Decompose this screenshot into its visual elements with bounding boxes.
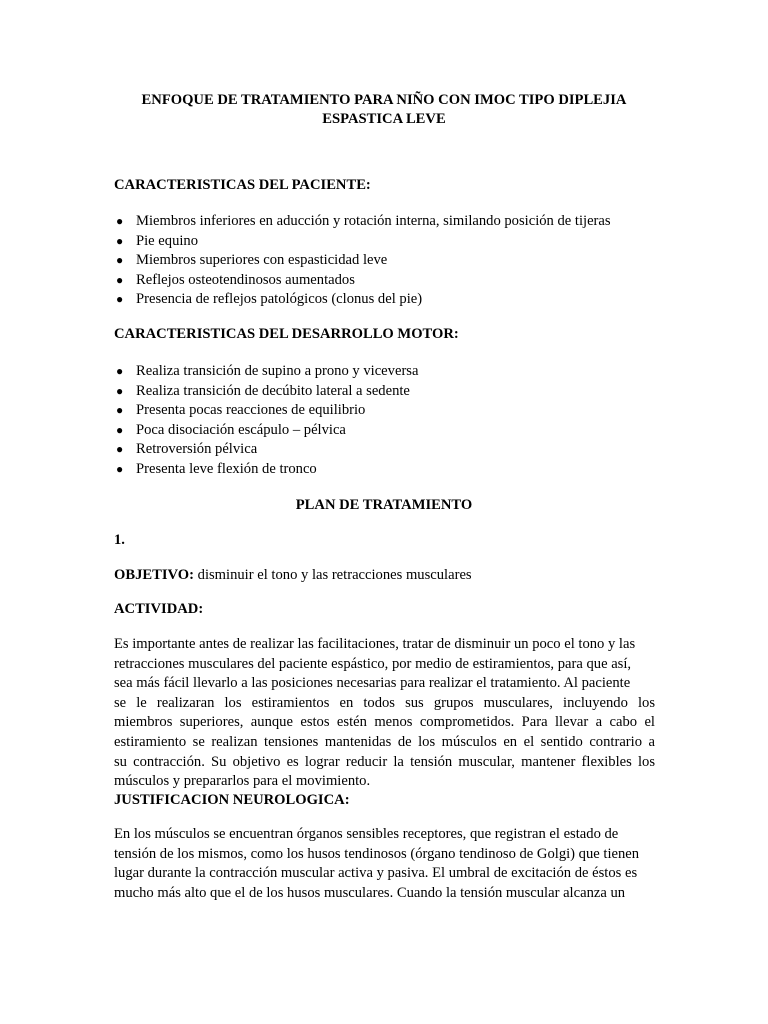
actividad-heading: ACTIVIDAD:	[114, 601, 204, 617]
title-line-2: ESPASTICA LEVE	[322, 111, 446, 127]
bullet-icon: ●	[116, 272, 124, 287]
actividad-paragraph	[114, 635, 655, 792]
document-title	[115, 91, 653, 129]
list-desarrollo-motor	[114, 362, 418, 480]
bullet-icon: ●	[116, 233, 124, 248]
list-item: ● Presencia de reflejos patológicos (clonus del pie)	[114, 290, 611, 310]
bullet-icon: ●	[116, 403, 124, 418]
paragraph-line: su contracción. Su objetivo es lograr reducir la tensión muscular, mantener flexibles los	[114, 753, 655, 770]
paragraph-line: músculos y prepararlos para el movimiento.	[114, 773, 371, 790]
objetivo-line	[114, 566, 472, 586]
list-item: ● Presenta pocas reacciones de equilibrio	[114, 401, 418, 421]
paragraph-line: retracciones musculares del paciente espástico, por medio de estiramientos, para que así,	[114, 655, 632, 672]
list-item: ● Pie equino	[114, 232, 611, 252]
paragraph-line: tensión de los mismos, como los husos tendinosos (órgano tendinoso de Golgi) que tienen	[114, 845, 640, 862]
list-item: ● Presenta leve flexión de tronco	[114, 460, 418, 480]
list-item: ● Realiza transición de decúbito lateral a sedente	[114, 382, 418, 402]
paragraph-line: mucho más alto que el de los husos musculares. Cuando la tensión muscular alcanza un	[114, 884, 626, 901]
list-item: ● Reflejos osteotendinosos aumentados	[114, 271, 611, 291]
bullet-icon: ●	[116, 292, 124, 307]
bullet-icon: ●	[116, 383, 124, 398]
plan-heading: PLAN DE TRATAMIENTO	[295, 497, 473, 513]
justificacion-heading: JUSTIFICACION NEUROLOGICA:	[114, 792, 350, 808]
paragraph-line: miembros superiores, aunque estos estén menos comprometidos. Para llevar a cabo el	[114, 714, 655, 731]
list-item: ● Retroversión pélvica	[114, 440, 418, 460]
paragraph-line: se le realizaran los estiramientos en todos sus grupos musculares, incluyendo los	[114, 694, 655, 711]
bullet-icon: ●	[116, 442, 124, 457]
paragraph-line: Es importante antes de realizar las facilitaciones, tratar de disminuir un poco el tono y las	[114, 636, 636, 652]
paragraph-line: estiramiento se realizan tensiones mantenidas de los músculos en el sentido contrario a	[114, 733, 655, 750]
objetivo-text: disminuir el tono y las retracciones musculares	[194, 567, 472, 583]
bullet-icon: ●	[116, 253, 124, 268]
justificacion-paragraph	[114, 825, 655, 903]
paragraph-line: lugar durante la contracción muscular activa y pasiva. El umbral de excitación de éstos es	[114, 865, 638, 882]
bullet-icon: ●	[116, 214, 124, 228]
list-caracteristicas-paciente	[114, 212, 611, 310]
step-number: 1.	[114, 532, 125, 548]
bullet-icon: ●	[116, 422, 124, 437]
list-item: ● Realiza transición de supino a prono y viceversa	[114, 362, 418, 382]
paragraph-line: En los músculos se encuentran órganos sensibles receptores, que registran el estado de	[114, 826, 619, 842]
list-item: ● Miembros superiores con espasticidad leve	[114, 251, 611, 271]
list-item: ● Miembros inferiores en aducción y rotación interna, similando posición de tijeras	[114, 212, 611, 232]
section-heading-paciente: CARACTERISTICAS DEL PACIENTE:	[114, 177, 371, 193]
paragraph-line: sea más fácil llevarlo a las posiciones necesarias para realizar el tratamiento. Al paciente	[114, 675, 631, 692]
section-heading-desarrollo-motor: CARACTERISTICAS DEL DESARROLLO MOTOR:	[114, 326, 459, 342]
objetivo-label: OBJETIVO:	[114, 567, 194, 583]
bullet-icon: ●	[116, 364, 124, 378]
title-line-1: ENFOQUE DE TRATAMIENTO PARA NIÑO CON IMOC TIPO DIPLEJIA	[141, 92, 627, 108]
bullet-icon: ●	[116, 461, 124, 476]
list-item: ● Poca disociación escápulo – pélvica	[114, 421, 418, 441]
